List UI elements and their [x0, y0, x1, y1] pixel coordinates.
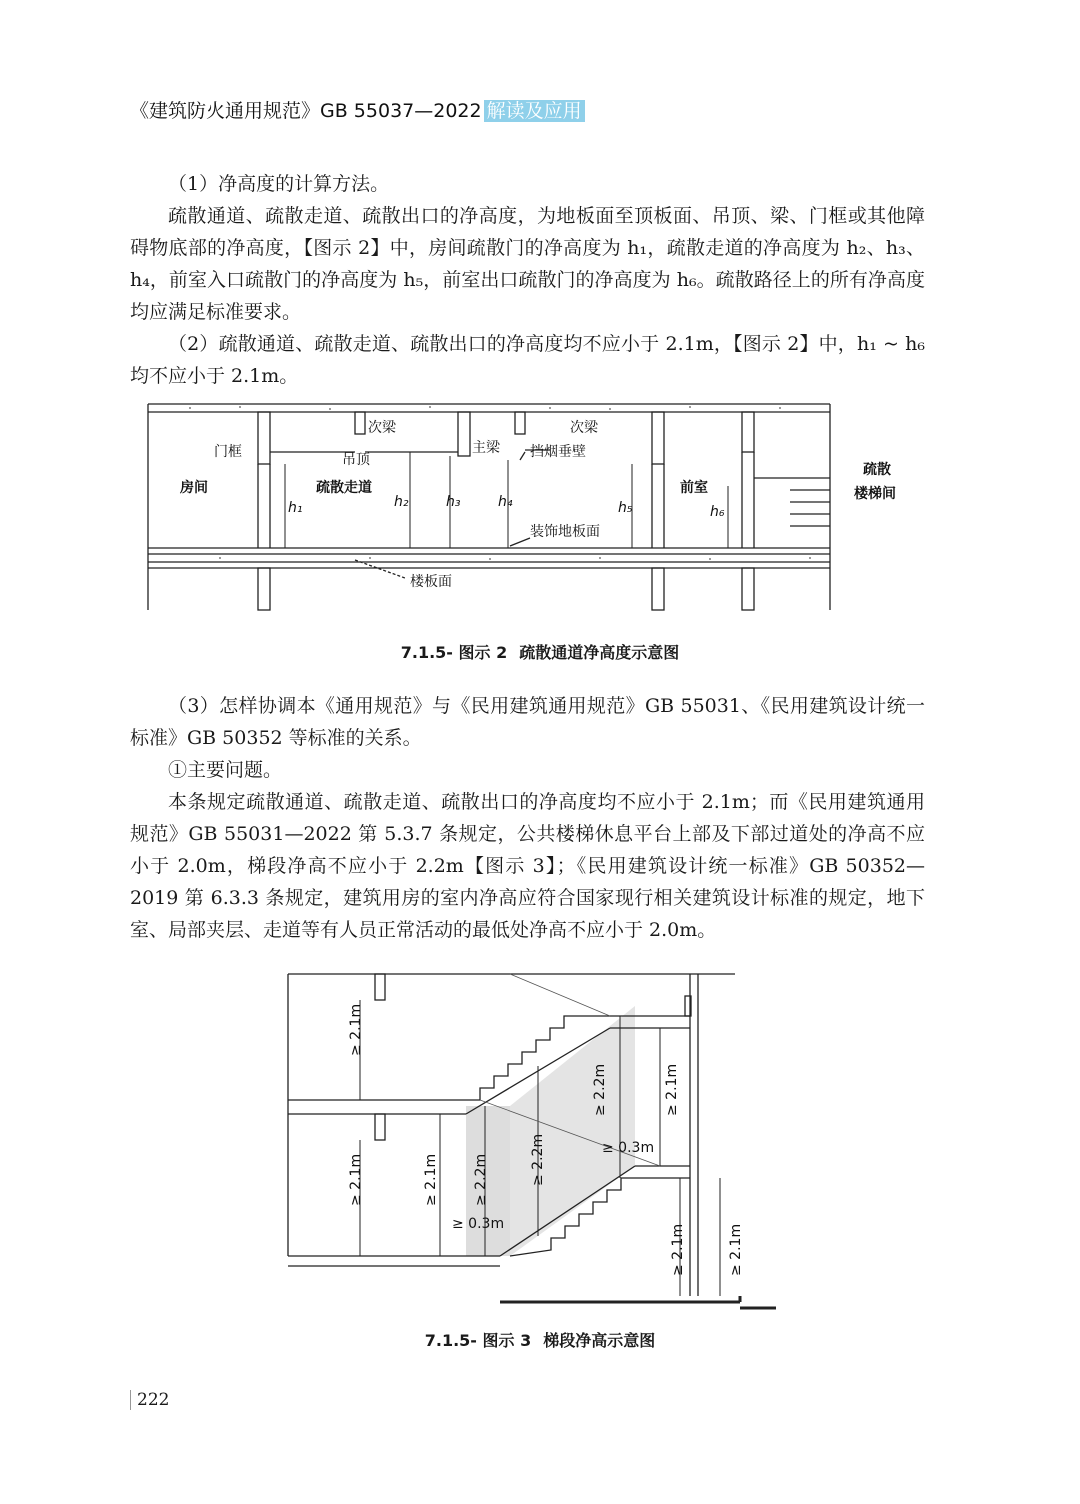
- paragraph: （3）怎样协调本《通用规范》与《民用建筑通用规范》GB 55031、《民用建筑设计统一标准》GB 50352 等标准的关系。: [130, 695, 925, 749]
- label-h6: h₆: [710, 504, 725, 520]
- dim-3: ≥ 2.1m: [423, 1153, 439, 1206]
- label-door-frame: 门框: [214, 444, 242, 460]
- dim-6: ≥ 2.2m: [592, 1063, 608, 1116]
- label-slab-face: 楼板面: [410, 574, 452, 590]
- label-main-beam: 主梁: [472, 440, 500, 456]
- figure-3-diagram: [280, 966, 780, 1314]
- caption-text: 疏散通道净高度示意图: [519, 643, 680, 662]
- label-secondary-beam-2: 次梁: [570, 420, 598, 436]
- figure-2-diagram: [130, 398, 896, 616]
- book-title: 《建筑防火通用规范》GB 55037—2022: [130, 100, 482, 122]
- label-stair-2: 楼梯间: [854, 486, 896, 502]
- caption-number: 7.1.5- 图示 3: [424, 1331, 532, 1350]
- section-tag: 解读及应用: [484, 100, 585, 122]
- label-h2: h₂: [394, 494, 409, 510]
- running-header: [130, 96, 585, 123]
- dim-10: ≥ 2.1m: [670, 1223, 686, 1276]
- page-number: 222: [130, 1390, 169, 1410]
- dim-11: ≥ 2.1m: [728, 1223, 744, 1276]
- label-smoke-wall: 挡烟垂壁: [530, 444, 586, 460]
- caption-number: 7.1.5- 图示 2: [400, 643, 508, 662]
- label-h4: h₄: [498, 494, 513, 510]
- label-h5: h₅: [618, 500, 633, 516]
- dim-1: ≥ 2.1m: [348, 1003, 364, 1056]
- dim-4: ≥ 2.2m: [473, 1153, 489, 1206]
- label-anteroom: 前室: [680, 480, 708, 496]
- label-decor-floor: 装饰地板面: [530, 524, 600, 540]
- label-ceiling: 吊顶: [342, 452, 370, 468]
- label-room: 房间: [180, 480, 208, 496]
- paragraph: （2）疏散通道、疏散走道、疏散出口的净高度均不应小于 2.1m，【图示 2】中，h₁ ~ h₆ 均不应小于 2.1m。: [130, 333, 925, 387]
- label-h3: h₃: [446, 494, 461, 510]
- caption-text: 梯段净高示意图: [543, 1331, 656, 1350]
- dim-8: ≥ 0.3m: [602, 1140, 655, 1156]
- dim-2: ≥ 2.1m: [348, 1153, 364, 1206]
- text-block-2: [130, 690, 925, 946]
- figure-3-caption: [0, 1328, 1080, 1351]
- dim-9: ≥ 0.3m: [452, 1216, 505, 1232]
- paragraph: 本条规定疏散通道、疏散走道、疏散出口的净高度均不应小于 2.1m；而《民用建筑通用规范》GB 55031—2022 第 5.3.7 条规定，公共楼梯休息平台上部及下部过道处的净高不应小于 2.0m，梯段净高不应小于 2.2m【图示 3】；《民用建筑设计统一标准》GB 50352—2019 第 6.3.3 条规定，建筑用房的室内净高应符合国家现行相关建筑设计标准的规定，地下室、局部夹层、走道等有人员正常活动的最低处净高不应小于 2.0m。: [130, 791, 925, 941]
- text-block-1: [130, 168, 925, 392]
- label-corridor: 疏散走道: [316, 480, 372, 496]
- label-h1: h₁: [288, 500, 303, 516]
- paragraph: （1）净高度的计算方法。: [168, 173, 390, 195]
- label-secondary-beam-1: 次梁: [368, 420, 396, 436]
- label-stair-1: 疏散: [863, 462, 891, 478]
- paragraph: 疏散通道、疏散走道、疏散出口的净高度，为地板面至顶板面、吊顶、梁、门框或其他障碍物底部的净高度，【图示 2】中，房间疏散门的净高度为 h₁，疏散走道的净高度为 h₂、h₃、h₄，前室入口疏散门的净高度为 h₅，前室出口疏散门的净高度为 h₆。疏散路径上的所有净高度均应满足标准要求。: [130, 205, 925, 323]
- dim-5: ≥ 2.2m: [530, 1133, 546, 1186]
- paragraph: ①主要问题。: [168, 759, 283, 781]
- figure-2-caption: [0, 640, 1080, 663]
- dim-7: ≥ 2.1m: [664, 1063, 680, 1116]
